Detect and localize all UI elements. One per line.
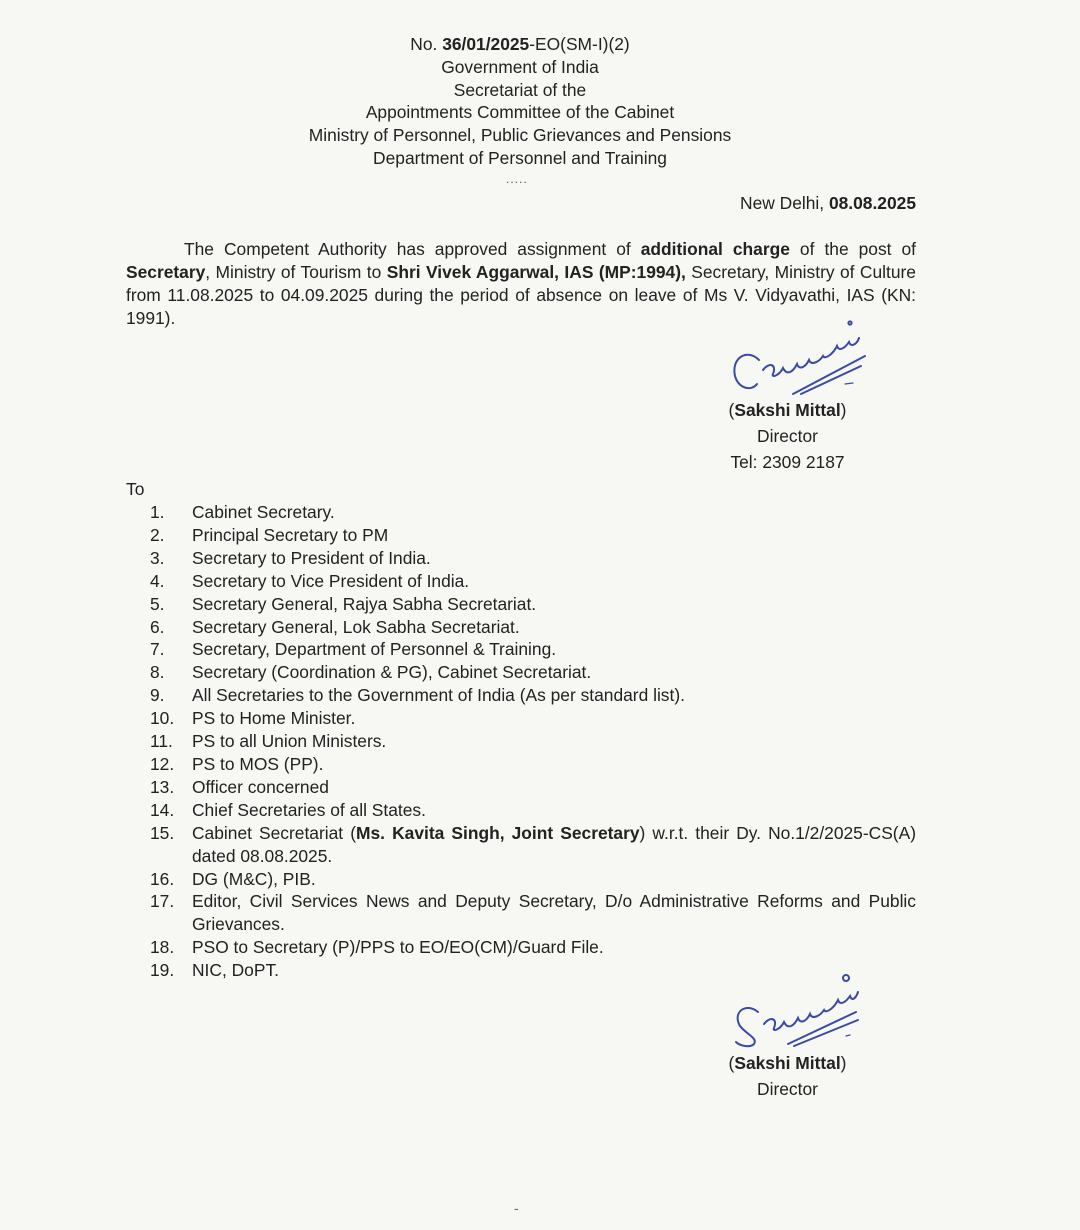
signatory-telephone: Tel: 2309 2187 (730, 452, 845, 472)
list-item: 19. NIC, DoPT. (150, 960, 279, 981)
letterhead-line: Department of Personnel and Training (373, 147, 667, 168)
separator: ..... (506, 172, 528, 186)
list-item: 16. DG (M&C), PIB. (150, 868, 316, 889)
list-item: 11. PS to all Union Ministers. (150, 731, 387, 752)
list-item: 1. Cabinet Secretary. (150, 502, 335, 522)
letterhead (0, 33, 1040, 170)
signature-top-block (700, 397, 875, 475)
date-line: New Delhi, 08.08.2025 (740, 193, 916, 213)
signatory-designation: Director (757, 1079, 818, 1099)
list-item: 10. PS to Home Minister. (150, 708, 356, 729)
file-number: No. 36/01/2025-EO(SM-I)(2) (410, 34, 630, 54)
letterhead-line: Secretariat of the (453, 79, 587, 100)
list-item: 8. Secretary (Coordination & PG), Cabinet Secretariat. (150, 662, 592, 683)
list-item: 6. Secretary General, Lok Sabha Secretariat. (150, 616, 520, 637)
list-item: 13. Officer concerned (150, 776, 329, 797)
list-item: 17. Editor, Civil Services News and Deputy Secretary, D/o Administrative Reforms and Public Grievances. (150, 891, 916, 935)
list-item: 14. Chief Secretaries of all States. (150, 799, 426, 820)
signature-bottom-block (700, 1050, 875, 1102)
list-item: 7. Secretary, Department of Personnel & Training. (150, 639, 557, 660)
signature-top-image (725, 318, 875, 400)
list-item: 18. PSO to Secretary (P)/PPS to EO/EO(CM)/Guard File. (150, 937, 604, 958)
order-paragraph: The Competent Authority has approved assignment of additional charge of the post of Secretary, Ministry of Tourism to Shri Vivek Aggarwal, IAS (MP:1994), Secretary, Ministry of Culture from 11.08.2025 to 04.09.2025 during the period of absence on leave of Ms V. Vidyavathi, IAS (KN: 1991). (126, 239, 916, 328)
list-item: 9. All Secretaries to the Government of India (As per standard list). (150, 685, 685, 706)
signature-bottom-image (728, 972, 878, 1054)
list-item: 12. PS to MOS (PP). (150, 753, 324, 774)
letterhead-line: Government of India (441, 56, 599, 77)
letterhead-line: Appointments Committee of the Cabinet (365, 102, 675, 123)
list-item: 5. Secretary General, Rajya Sabha Secretariat. (150, 593, 537, 614)
list-item: 3. Secretary to President of India. (150, 547, 431, 568)
footer-mark: - (514, 1200, 519, 1216)
list-item: 4. Secretary to Vice President of India. (150, 570, 470, 591)
to-label: To (126, 479, 145, 499)
list-item: 15. Cabinet Secretariat (Ms. Kavita Singh, Joint Secretary) w.r.t. their Dy. No.1/2/2025-CS(A) dated 08.08.2025. (150, 822, 916, 866)
list-item: 2. Principal Secretary to PM (150, 524, 389, 545)
letterhead-line: Ministry of Personnel, Public Grievances and Pensions (308, 125, 732, 146)
signatory-name: (Sakshi Mittal) (728, 1053, 847, 1073)
signatory-name: (Sakshi Mittal) (728, 400, 847, 420)
recipient-list (150, 501, 916, 982)
signatory-designation: Director (757, 426, 818, 446)
